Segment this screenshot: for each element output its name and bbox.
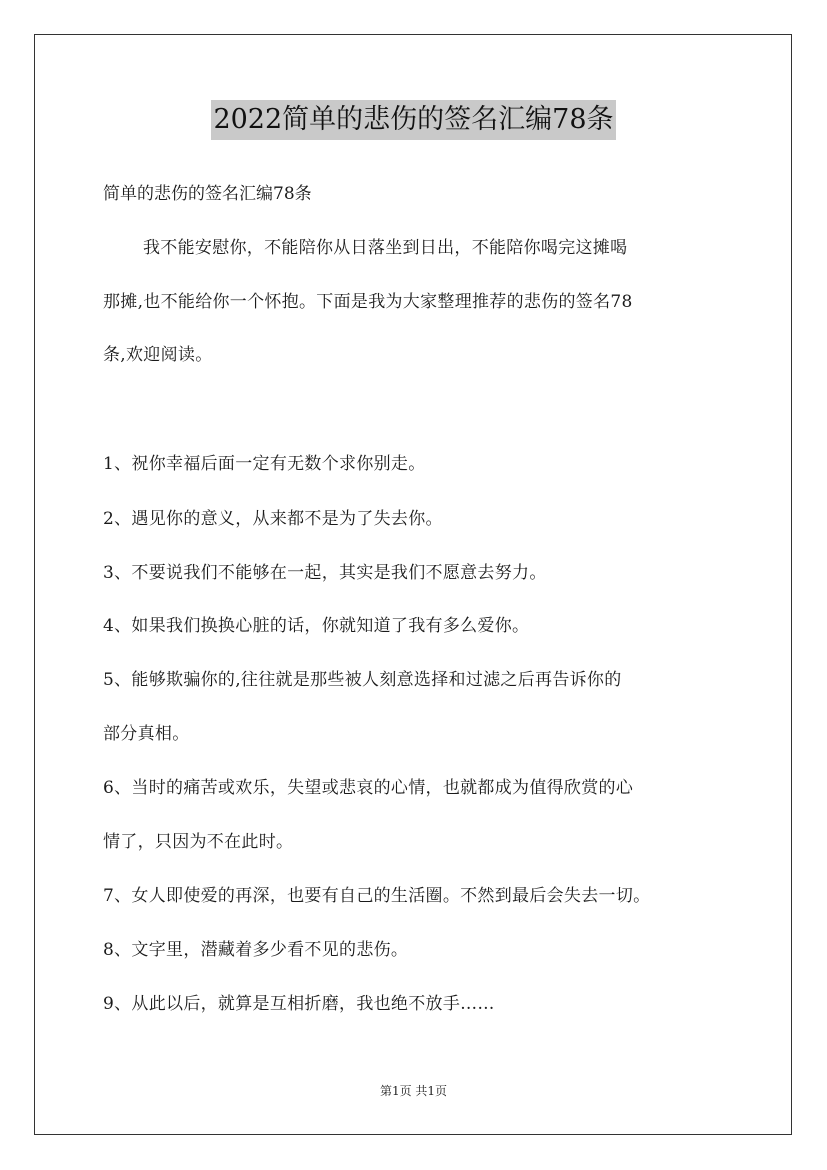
- intro-line: 那摊,也不能给你一个怀抱。下面是我为大家整理推荐的悲伤的签名78: [103, 292, 633, 312]
- document-title: 2022简单的悲伤的签名汇编78条: [211, 100, 615, 140]
- list-item: 部分真相。: [103, 724, 190, 744]
- list-item: 9、从此以后，就算是互相折磨，我也绝不放手……: [103, 994, 495, 1014]
- list-item: 4、如果我们换换心脏的话，你就知道了我有多么爱你。: [103, 616, 530, 636]
- intro-line: 条,欢迎阅读。: [103, 345, 213, 365]
- title-wrap: [0, 100, 827, 140]
- intro-line: 我不能安慰你，不能陪你从日落坐到日出，不能陪你喝完这摊喝: [143, 238, 628, 258]
- list-item: 5、能够欺骗你的,往往就是那些被人刻意选择和过滤之后再告诉你的: [103, 670, 622, 690]
- list-item: 1、祝你幸福后面一定有无数个求你别走。: [103, 454, 426, 474]
- list-item: 8、文字里，潜藏着多少看不见的悲伤。: [103, 940, 409, 960]
- list-item: 情了，只因为不在此时。: [103, 832, 294, 852]
- page-footer: 第1页 共1页: [379, 1084, 448, 1098]
- document-subtitle: 简单的悲伤的签名汇编78条: [103, 184, 312, 204]
- list-item: 6、当时的痛苦或欢乐，失望或悲哀的心情，也就都成为值得欣赏的心: [103, 778, 634, 798]
- list-item: 2、遇见你的意义，从来都不是为了失去你。: [103, 509, 443, 529]
- list-item: 7、女人即使爱的再深，也要有自己的生活圈。不然到最后会失去一切。: [103, 886, 651, 906]
- list-item: 3、不要说我们不能够在一起，其实是我们不愿意去努力。: [103, 563, 547, 583]
